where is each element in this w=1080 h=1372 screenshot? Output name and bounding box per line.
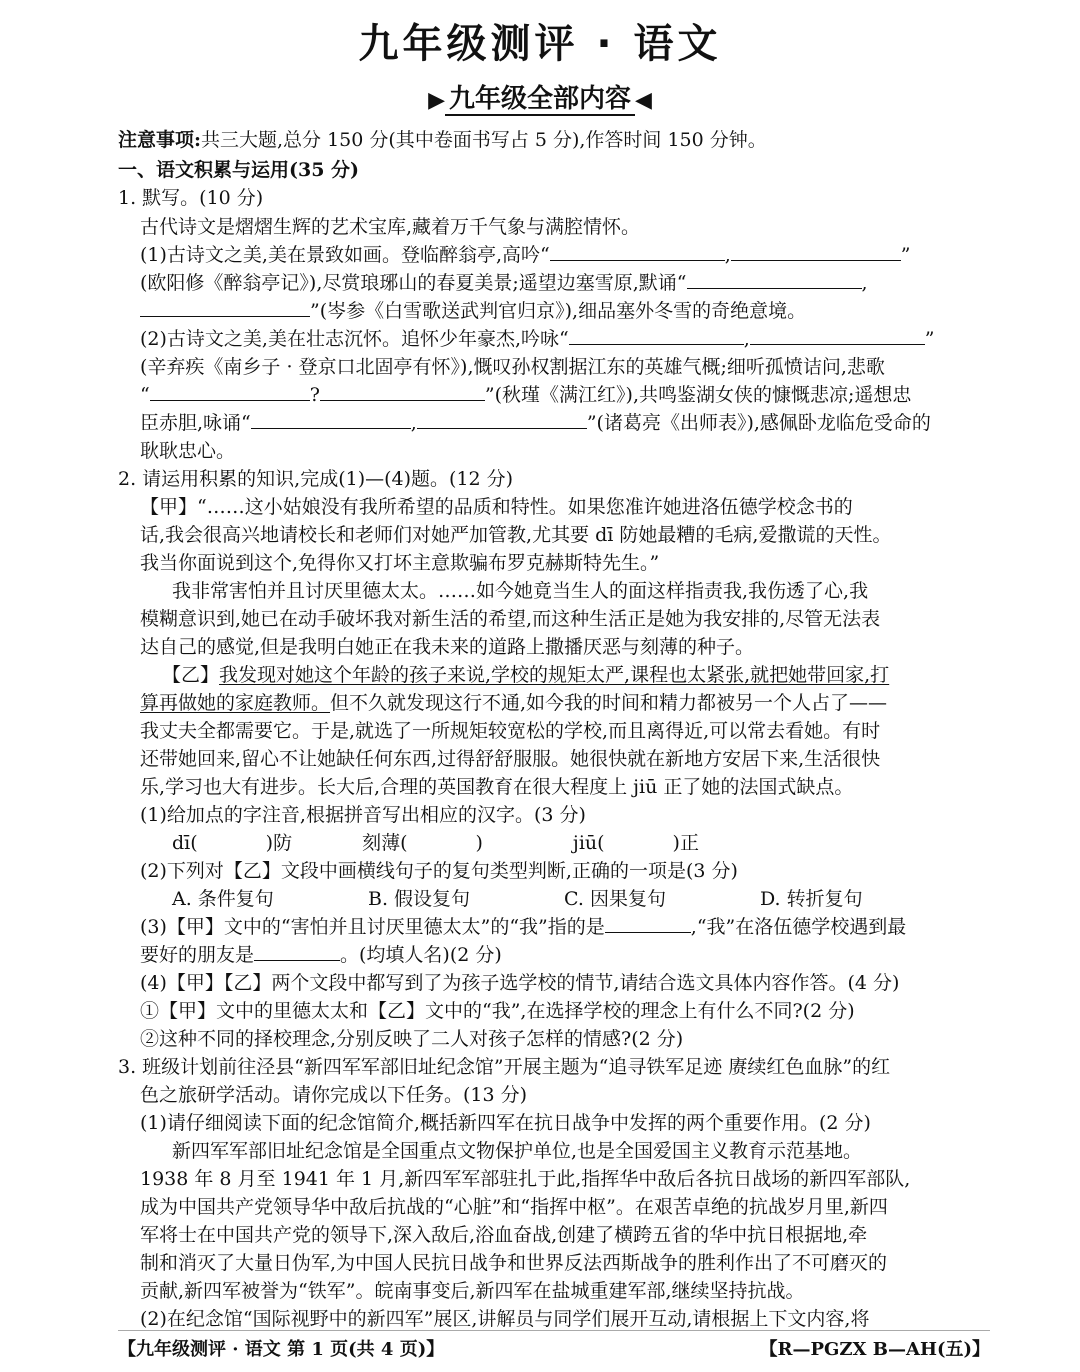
fill-blank[interactable] [687,270,862,289]
q2-yi-rest: 但不久就发现这行不通,如今我的时间和精力都被另一个人占了—— [330,692,888,714]
q2-s3-b: ,“我”在洛伍德学校遇到最 [690,916,907,938]
q1-p1-line2 [140,270,990,296]
fill-blank[interactable] [254,942,340,961]
fill-blank[interactable] [150,382,310,401]
pinyin-item: dī( [172,832,198,854]
q3-text-line: 新四军军部旧址纪念馆是全国重点文物保护单位,也是全国爱国主义教育示范基地。 [172,1140,863,1162]
q1-p2-a: (2)古诗文之美,美在壮志沉怀。追怀少年豪杰,吟咏“ [140,328,569,350]
q2-jia-line: 【甲】“……这小姑娘没有我所希望的品质和特性。如果您准许她进洛伍德学校念书的 [140,496,853,518]
fill-blank[interactable] [140,298,310,317]
page-title: 九年级测评 · 语文 [358,21,722,67]
q3-text-line: 军将士在中国共产党的领导下,深入敌后,浴血奋战,创建了横跨五省的华中抗日根据地,牵 [140,1224,868,1246]
word-item: ) [475,832,483,854]
fill-blank[interactable] [569,326,744,345]
fill-blank[interactable] [550,242,725,261]
underlined-sentence: 我发现对她这个年龄的孩子来说,学校的规矩太严,课程也太紧张,就把她带回家,打 [219,664,890,686]
play-left-icon: ◀ [635,87,652,113]
q2-s4: (4)【甲】【乙】两个文段中都写到了为孩子选学校的情节,请结合选文具体内容作答。(4 分) [140,972,900,994]
subtitle-text: 九年级全部内容 [445,84,635,116]
comma: , [410,412,417,434]
play-right-icon: ▶ [428,87,445,113]
q2-jia-line: 达自己的感觉,但是我明白她正在我未来的道路上撒播厌恶与刻薄的种子。 [140,636,755,658]
footer-right: 【R—PGZX B—AH(五)】 [759,1339,990,1360]
q2-yi-line [162,662,990,688]
q2-s2: (2)下列对【乙】文段中画横线句子的复句类型判断,正确的一项是(3 分) [140,860,738,882]
q3-text-line: 制和消灭了大量日伪军,为中国人民抗日战争和世界反法西斯战争的胜利作出了不可磨灭的 [140,1252,888,1274]
q1-p2-line4 [140,410,990,436]
q1-p2-d-a: 臣赤胆,咏诵“ [140,412,251,434]
q2-s3-line [140,914,990,940]
q2-yi-line: 乐,学习也大有进步。长大后,合理的英国教育在很大程度上 jiū 正了她的法国式缺点。 [140,776,854,798]
q2-jia-line: 话,我会很高兴地请校长和老师们对她严加管教,尤其要 dī 防她最糟的毛病,爱撒谎的天性。 [140,524,892,546]
q1-p2-e: 耿耿忠心。 [140,440,236,462]
q1-p1-b: (欧阳修《醉翁亭记》),尽赏琅琊山的春夏美景;遥望边塞雪原,默诵“ [140,272,687,294]
notice-line [118,127,990,153]
option-d[interactable]: D. 转折复句 [760,888,863,910]
comma: , [724,244,731,266]
q1-head: 1. 默写。(10 分) [118,187,264,209]
q1-intro: 古代诗文是熠熠生辉的艺术宝库,藏着万千气象与满腔情怀。 [140,216,641,238]
q1-p1-line3 [140,298,990,324]
q2-s3-a: (3)【甲】文中的“害怕并且讨厌里德太太”的“我”指的是 [140,916,605,938]
q2-s3-d: 。(均填人名)(2 分) [340,944,502,966]
fill-blank[interactable] [605,914,691,933]
footer-left: 【九年级测评 · 语文 第 1 页(共 4 页)】 [118,1339,445,1360]
open-quote: “ [140,384,150,406]
comma: , [861,272,868,294]
q2-yi-line: 还带她回来,留心不让她缺任何东西,过得舒舒服服。她很快就在新地方安居下来,生活很快 [140,748,881,770]
q1-p2-b: (辛弃疾《南乡子 · 登京口北固亭有怀》),慨叹孙权割据江东的英雄气概;细听孤愤诘问,悲歌 [140,356,885,378]
q2-s1: (1)给加点的字注音,根据拼音写出相应的汉字。(3 分) [140,804,586,826]
q2-jia-line: 模糊意识到,她已在动手破坏我对新生活的希望,而这种生活正是她为我安排的,尽管无法表 [140,608,881,630]
fill-blank[interactable] [417,410,587,429]
q2-s3-c: 要好的朋友是 [140,944,255,966]
page-footer [118,1330,990,1361]
q2-jia-line: 我非常害怕并且讨厌里德太太。……如今她竟当生人的面这样指责我,我伤透了心,我 [172,580,869,602]
underlined-sentence: 算再做她的家庭教师。 [140,692,331,714]
notice-text: 共三大题,总分 150 分(其中卷面书写占 5 分),作答时间 150 分钟。 [201,129,767,151]
q3-text-line: 1938 年 8 月至 1941 年 1 月,新四军军部驻扎于此,指挥华中敌后各抗日战场的新四军部队, [140,1168,911,1190]
pinyin-item: )防 [265,832,293,854]
q3-text-line: 贡献,新四军被誉为“铁军”。皖南事变后,新四军在盐城重建军部,继续坚持抗战。 [140,1280,805,1302]
q3-s1: (1)请仔细阅读下面的纪念馆简介,概括新四军在抗日战争中发挥的两个重要作用。(2 分) [140,1112,871,1134]
q1-p2-line3 [140,382,990,408]
pinyin-item: jiū( [572,832,605,854]
q2-s4-1: ①【甲】文中的里德太太和【乙】文中的“我”,在选择学校的理念上有什么不同?(2 分) [140,1000,855,1022]
comma: , [743,328,750,350]
yi-label: 【乙】 [162,664,220,686]
section1-heading: 一、语文积累与运用(35 分) [118,159,360,181]
notice-label: 注意事项: [118,129,202,151]
q3-head-2: 色之旅研学活动。请你完成以下任务。(13 分) [140,1084,528,1106]
q1-p1-line [140,242,990,268]
q2-s3-line2 [140,942,990,968]
option-c[interactable]: C. 因果复句 [564,888,666,910]
close-quote: ” [900,244,911,266]
q1-p2-line [140,326,990,352]
pinyin-item: )正 [672,832,699,854]
q2-yi-line [140,690,990,716]
question-mark: ? [309,384,320,406]
fill-blank[interactable] [251,410,411,429]
q1-p1-a: (1)古诗文之美,美在景致如画。登临醉翁亭,高吟“ [140,244,550,266]
q3-text-line: 成为中国共产党领导华中敌后抗战的“心脏”和“指挥中枢”。在艰苦卓绝的抗战岁月里,新四 [140,1196,888,1218]
q3-s2: (2)在纪念馆“国际视野中的新四军”展区,讲解员与同学们展开互动,请根据上下文内容,将 [140,1308,870,1330]
fill-blank[interactable] [320,382,485,401]
q1-p2-d-b: ”(诸葛亮《出师表》),感佩卧龙临危受命的 [586,412,931,434]
q2-s2-options [172,886,990,912]
fill-blank[interactable] [750,326,925,345]
close-quote: ” [924,328,935,350]
q2-head: 2. 请运用积累的知识,完成(1)—(4)题。(12 分) [118,468,514,490]
option-a[interactable]: A. 条件复句 [172,888,274,910]
q1-p1-c: ”(岑参《白雪歌送武判官归京》),细品塞外冬雪的奇绝意境。 [310,300,807,322]
q2-jia-line: 我当你面说到这个,免得你又打坏主意欺骗布罗克赫斯特先生。” [140,552,660,574]
q2-s1-items [172,830,990,856]
q1-p2-c-rest: ”(秋瑾《满江红》),共鸣鉴湖女侠的慷慨悲凉;遥想忠 [484,384,912,406]
q3-head: 3. 班级计划前往泾县“新四军军部旧址纪念馆”开展主题为“追寻铁军足迹 赓续红色血脉”的红 [118,1056,891,1078]
option-b[interactable]: B. 假设复句 [368,888,471,910]
page-subtitle [0,78,1080,115]
fill-blank[interactable] [731,242,901,261]
q2-yi-line: 我丈夫全都需要它。于是,就选了一所规矩较宽松的学校,而且离得近,可以常去看她。有时 [140,720,881,742]
word-item: 刻薄( [362,832,408,854]
q2-s4-2: ②这种不同的择校理念,分别反映了二人对孩子怎样的情感?(2 分) [140,1028,684,1050]
